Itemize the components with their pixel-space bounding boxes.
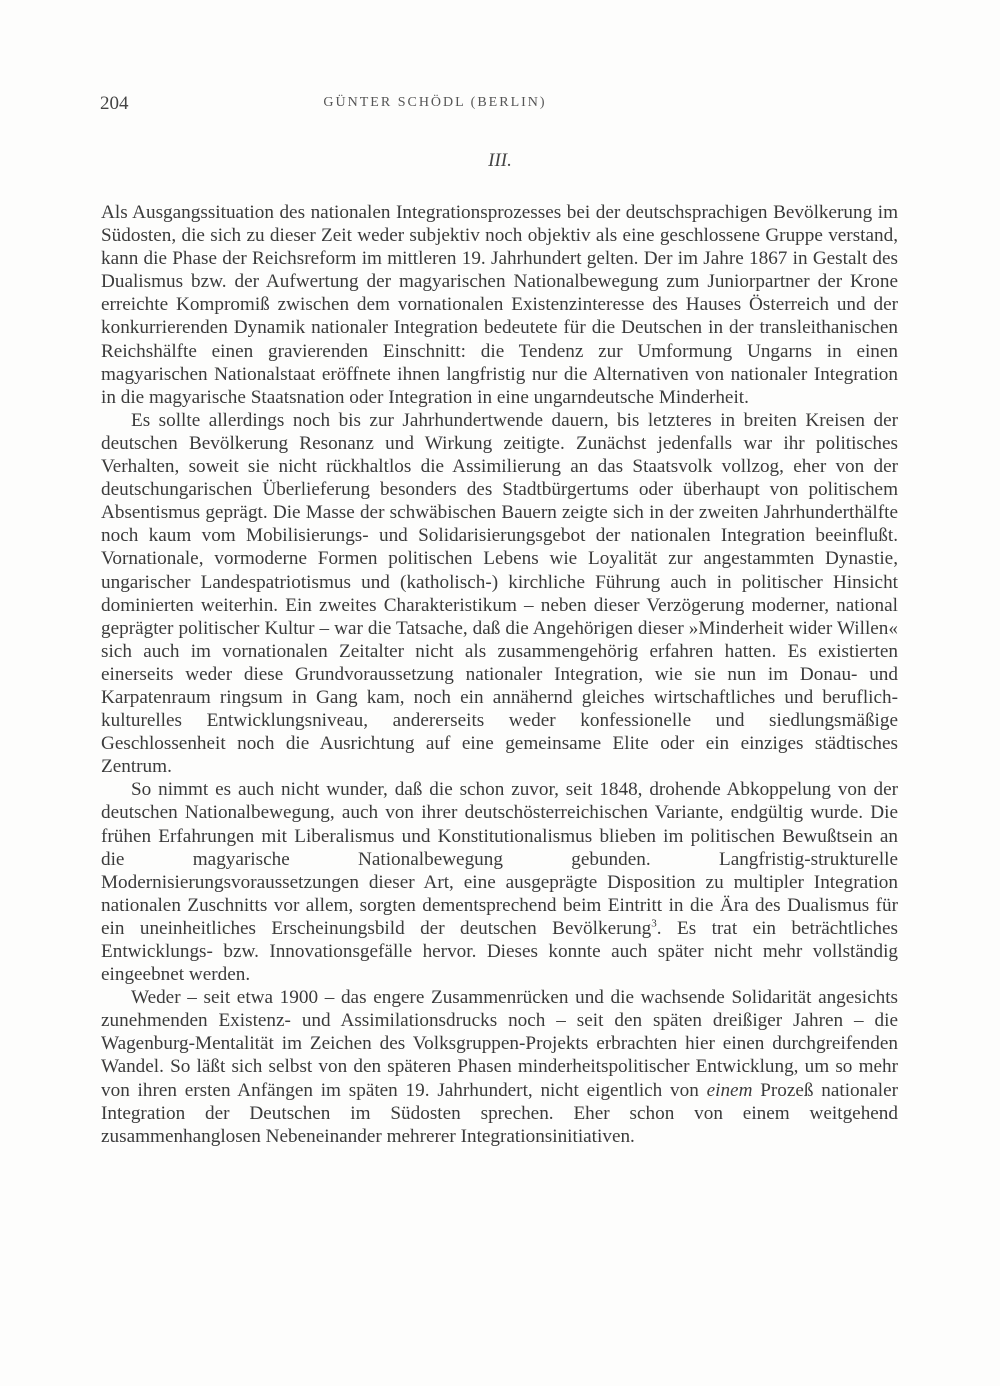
paragraph-3-text-b: . Es trat ein beträchtliches Entwicklungs- bzw. Innovationsgefälle hervor. Dieses konnte auch später nicht mehr vollständig eingeebnet werden. (101, 917, 898, 986)
paragraph-4 (101, 986, 898, 1148)
paragraph-3-text-a: So nimmt es auch nicht wunder, daß die schon zuvor, seit 1848, drohende Abkoppelung von der deutschen Nationalbewegung, auch von ihrer deutschösterreichischen Variante, endgültig wurde. Die frühen Erfahrungen mit Liberalismus und Konstitutionalismus blieben im politischen Bewußtsein an die magyarische Nationalbewegung gebunden. Langfristig-strukturelle Modernisierungsvoraussetzungen dieser Art, eine ausgeprägte Disposition zu multipler Integration nationalen Zuschnitts vor allem, sorgten dementsprechend beim Eintritt in die Ära des Dualismus für ein uneinheitliches Erscheinungsbild der deutschen Bevölkerung (101, 779, 898, 939)
footnote-marker: 3 (651, 917, 657, 930)
body-text (101, 201, 898, 1148)
paragraph-4-text-a: Weder – seit etwa 1900 – das engere Zusammenrücken und die wachsende Solidarität angesichts zunehmenden Existenz- und Assimilationsdrucks noch – seit den späten dreißiger Jahren – die Wagenburg-Mentalität im Zeichen des Volksgruppen-Projekts erbrachten hier einen durchgreifenden Wandel. So läßt sich selbst von den späteren Phasen minderheitspolitischer Entwicklung, um so mehr von ihren ersten Anfängen im späten 19. Jahrhundert, nicht eigentlich von (101, 987, 898, 1101)
paragraph-4-text-b: Prozeß nationaler Integration der Deutschen im Südosten sprechen. Eher schon von einem weitgehend zusammenhanglosen Nebeneinander mehrerer Integrationsinitiativen. (101, 1079, 898, 1147)
running-head: GÜNTER SCHÖDL (BERLIN) (323, 95, 547, 110)
paragraph-4-emphasis: einem (706, 1079, 753, 1101)
paragraph-2: Es sollte allerdings noch bis zur Jahrhundertwende dauern, bis letzteres in breiten Kreisen der deutschen Bevölkerung Resonanz und Wirkung zeitigte. Zunächst jedenfalls war ihr politisches Verhalten, soweit sie nicht rückhaltlos die Assimilierung an das Staatsvolk vollzog, eher von der deutschungarischen Überlieferung besonders des Stadtbürgertums oder überhaupt von politischem Absentismus geprägt. Die Masse der schwäbischen Bauern zeigte sich in der zweiten Jahrhunderthälfte noch kaum vom Mobilisierungs- und Solidarisierungsgebot der nationalen Integration beeinflußt. Vornationale, vormoderne Formen politischen Lebens wie Loyalität zur angestammten Dynastie, ungarischer Landespatriotismus und (katholisch-) kirchliche Führung auch in politischer Hinsicht dominierten weiterhin. Ein zweites Charakteristikum – neben dieser Verzögerung moderner, national geprägter politischer Kultur – war die Tatsache, daß die Angehörigen dieser »Minderheit wider Willen« sich auch im vornationalen Zeitalter nicht als zusammengehörig erfahren hatten. Es existierten einerseits weder diese Grundvoraussetzung nationaler Integration, wie sie nun im Donau- und Karpatenraum ringsum in Gang kam, noch ein annähernd gleiches wirtschaftliches und beruflich-kulturelles Entwicklungsniveau, andererseits weder konfessionelle und siedlungsmäßige Geschlossenheit noch die Ausrichtung auf eine gemeinsame Elite oder ein einziges städtisches Zentrum. (101, 409, 898, 778)
page-header (100, 93, 900, 123)
section-heading: III. (488, 150, 512, 171)
paragraph-3 (101, 778, 898, 986)
paragraph-1: Als Ausgangssituation des nationalen Integrationsprozesses bei der deutschsprachigen Bevölkerung im Südosten, die sich zu dieser Zeit weder subjektiv noch objektiv als eine geschlossene Gruppe verstand, kann die Phase der Reichsreform im mittleren 19. Jahrhundert gelten. Der im Jahre 1867 in Gestalt des Dualismus bzw. der Aufwertung der magyarischen Nationalbewegung zum Juniorpartner der Krone erreichte Kompromiß zwischen dem vornationalen Existenzinteresse des Hauses Österreich und der konkurrierenden Dynamik nationaler Integration bedeutete für die Deutschen in der transleithanischen Reichshälfte einen gravierenden Einschnitt: die Tendenz zur Umformung Ungarns in einen magyarischen Nationalstaat eröffnete ihnen langfristig nur die Alternativen von nationaler Integration in die magyarische Staatsnation oder Integration in eine ungarndeutsche Minderheit. (101, 202, 898, 408)
page-number: 204 (100, 93, 129, 114)
